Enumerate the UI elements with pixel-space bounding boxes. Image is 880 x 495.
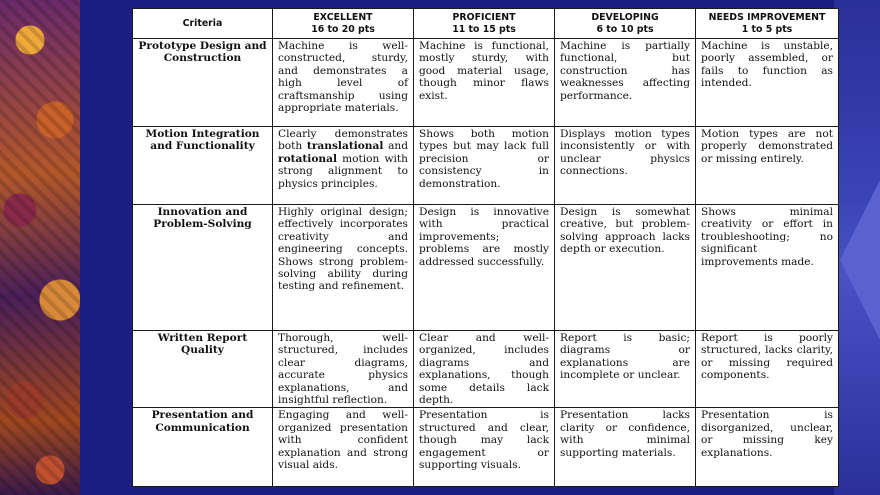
table-row xyxy=(133,331,839,408)
criteria-header: Criteria xyxy=(133,9,273,39)
cell-excellent: Engaging and well-organized presentation with confident explanation and strong visual aids. xyxy=(273,408,414,487)
cell-developing: Design is somewhat creative, but problem-solving approach lacks depth or execution. xyxy=(555,205,696,331)
cell-proficient: Presentation is structured and clear, though may lack engagement or supporting visuals. xyxy=(414,408,555,487)
level-name: PROFICIENT xyxy=(452,12,516,23)
table-row xyxy=(133,39,839,127)
cell-excellent: Machine is well-constructed, sturdy, and demonstrates a high level of craftsmanship using appropriate materials. xyxy=(273,39,414,127)
level-name: DEVELOPING xyxy=(591,12,659,23)
cell-needs-improvement: Machine is unstable, poorly assembled, or fails to function as intended. xyxy=(696,39,839,127)
cell-needs-improvement: Shows minimal creativity or effort in troubleshooting; no significant improvements made. xyxy=(696,205,839,331)
rubric-table xyxy=(132,8,839,487)
cell-text: motion with strong alignment to physics principles. xyxy=(278,152,408,190)
table-row xyxy=(133,205,839,331)
cell-text: and xyxy=(383,140,408,153)
cell-needs-improvement: Motion types are not properly demonstrated or missing entirely. xyxy=(696,127,839,205)
header-row xyxy=(133,9,839,39)
cell-developing: Presentation lacks clarity or confidence, with minimal supporting materials. xyxy=(555,408,696,487)
cell-developing: Machine is partially functional, but construction has weaknesses affecting performance. xyxy=(555,39,696,127)
table-row xyxy=(133,127,839,205)
level-points: 1 to 5 pts xyxy=(741,23,793,35)
criterion-label: Prototype Design and Construction xyxy=(133,39,273,127)
level-header-needs-improvement xyxy=(696,9,839,39)
emphasis-text: translational xyxy=(306,140,384,153)
cell-developing: Report is basic; diagrams or explanations are incomplete or unclear. xyxy=(555,331,696,408)
criterion-label: Motion Integration and Functionality xyxy=(133,127,273,205)
cell-needs-improvement: Presentation is disorganized, unclear, or missing key explanations. xyxy=(696,408,839,487)
level-header-excellent xyxy=(273,9,414,39)
cell-excellent: Highly original design; effectively incorporates creativity and engineering concepts. Shows strong problem-solving ability during testing and refinement. xyxy=(273,205,414,331)
level-points: 6 to 10 pts xyxy=(596,23,654,35)
cell-proficient: Clear and well-organized, includes diagrams and explanations, though some details lack depth. xyxy=(414,331,555,408)
cell-proficient: Design is innovative with practical improvements; problems are mostly addressed successfully. xyxy=(414,205,555,331)
cell-proficient: Shows both motion types but may lack full precision or consistency in demonstration. xyxy=(414,127,555,205)
cell-proficient: Machine is functional, mostly sturdy, with good material usage, though minor flaws exist. xyxy=(414,39,555,127)
level-name: EXCELLENT xyxy=(313,12,373,23)
level-header-proficient xyxy=(414,9,555,39)
criterion-label: Innovation and Problem-Solving xyxy=(133,205,273,331)
level-points: 16 to 20 pts xyxy=(311,23,375,35)
cell-needs-improvement: Report is poorly structured, lacks clarity, or missing required components. xyxy=(696,331,839,408)
decorative-side-panel xyxy=(834,0,880,495)
cell-excellent xyxy=(273,127,414,205)
level-header-developing xyxy=(555,9,696,39)
cell-text: Clearly demonstrates both xyxy=(278,128,408,153)
emphasis-text: rotational xyxy=(278,152,337,165)
table-row xyxy=(133,408,839,487)
criterion-label: Written Report Quality xyxy=(133,331,273,408)
level-points: 11 to 15 pts xyxy=(452,23,516,35)
cell-developing: Displays motion types inconsistently or with unclear physics connections. xyxy=(555,127,696,205)
cell-excellent: Thorough, well-structured, includes clear diagrams, accurate physics explanations, and insightful reflection. xyxy=(273,331,414,408)
decorative-gear-image xyxy=(0,0,80,495)
criterion-label: Presentation and Communication xyxy=(133,408,273,487)
level-name: NEEDS IMPROVEMENT xyxy=(708,12,826,23)
